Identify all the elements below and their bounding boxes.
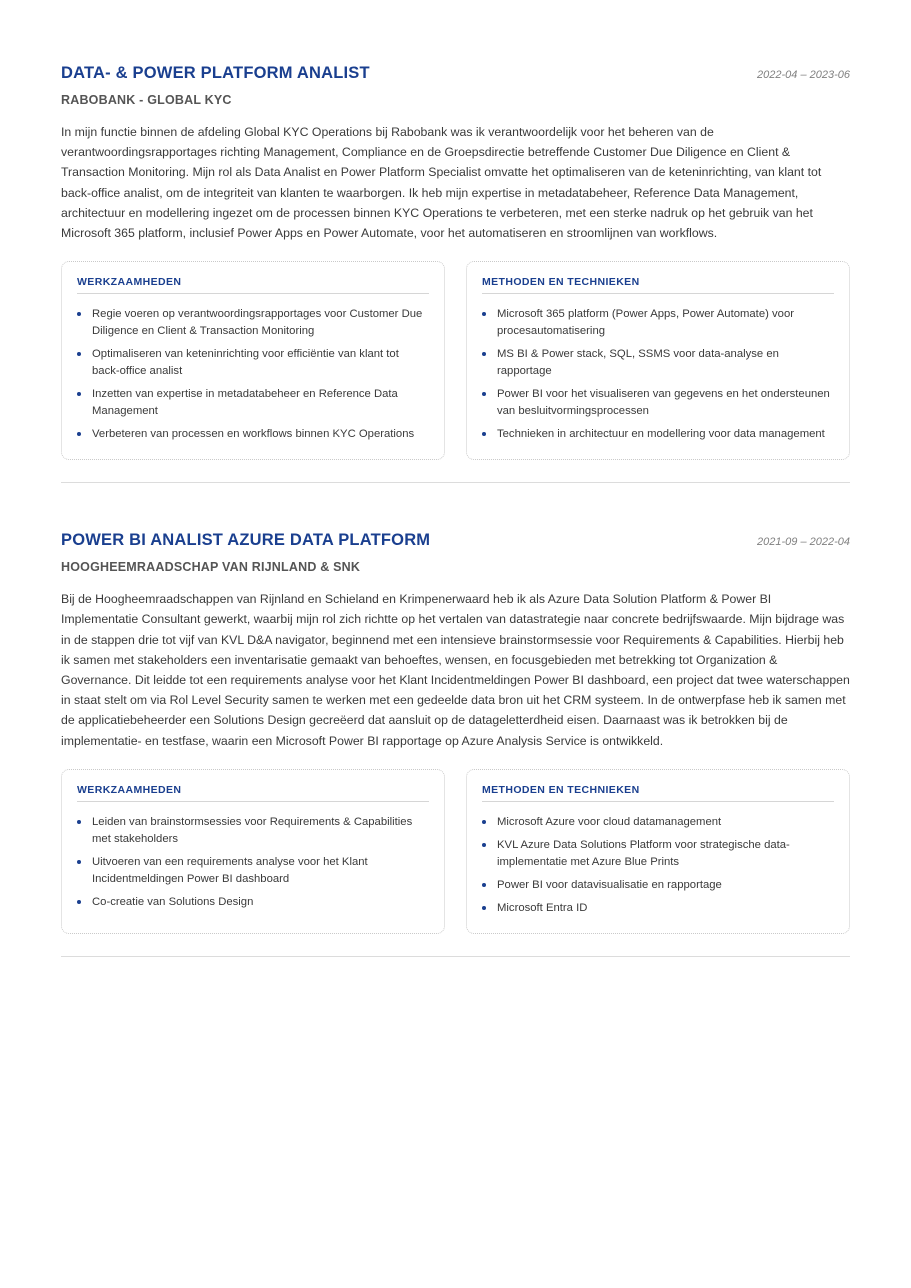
list-item <box>77 306 429 340</box>
job-header <box>61 531 850 550</box>
list-item-text: Power BI voor datavisualisatie en rapportage <box>497 878 722 891</box>
list-item <box>482 386 834 420</box>
list-item-text: Regie voeren op verantwoordingsrapportages voor Customer Due Diligence en Client & Transaction Monitoring <box>92 308 423 338</box>
bullet-icon <box>482 352 486 356</box>
list-item <box>482 426 834 443</box>
section-divider <box>61 956 850 957</box>
methoden-title: METHODEN EN TECHNIEKEN <box>482 276 834 294</box>
bullet-icon <box>77 312 81 316</box>
list-item <box>77 346 429 380</box>
bullet-icon <box>77 820 81 824</box>
job-title: DATA- & POWER PLATFORM ANALIST <box>61 64 370 82</box>
job-title: POWER BI ANALIST AZURE DATA PLATFORM <box>61 531 431 550</box>
list-item-text: Uitvoeren van een requirements analyse voor het Klant Incidentmeldingen Power BI dashboard <box>92 855 368 885</box>
list-item-text: Power BI voor het visualiseren van gegevens en het ondersteunen van besluitvormingsprocessen <box>497 388 830 418</box>
methoden-box <box>466 769 850 934</box>
bullet-icon <box>77 392 81 396</box>
list-item-text: Inzetten van expertise in metadatabeheer en Reference Data Management <box>92 388 398 418</box>
bullet-icon <box>482 906 486 910</box>
bullet-icon <box>482 820 486 824</box>
list-item <box>482 837 834 871</box>
company-name: HOOGHEEMRAADSCHAP VAN RIJNLAND & SNK <box>61 560 361 575</box>
bullet-icon <box>77 860 81 864</box>
list-item <box>77 894 429 911</box>
job-header <box>61 64 850 83</box>
werkzaamheden-box <box>61 261 445 460</box>
list-item <box>77 814 429 848</box>
list-item-text: KVL Azure Data Solutions Platform voor strategische data-implementatie met Azure Blue Prints <box>497 838 790 868</box>
list-item-text: Microsoft Azure voor cloud datamanagement <box>497 815 722 828</box>
bullet-icon <box>482 392 486 396</box>
list-item-text: Co-creatie van Solutions Design <box>92 895 254 908</box>
list-item <box>482 900 834 917</box>
list-item-text: Microsoft 365 platform (Power Apps, Power Automate) voor procesautomatisering <box>497 308 794 338</box>
list-item-text: Technieken in architectuur en modellering voor data management <box>497 428 825 441</box>
werkzaamheden-box <box>61 769 445 934</box>
job-details <box>61 261 850 460</box>
list-item <box>77 426 429 443</box>
job-entry <box>61 0 850 483</box>
job-details <box>61 769 850 934</box>
list-item <box>77 386 429 420</box>
bullet-icon <box>482 883 486 887</box>
methoden-box <box>466 261 850 460</box>
bullet-icon <box>482 432 486 436</box>
bullet-icon <box>482 312 486 316</box>
werkzaamheden-list <box>77 814 429 911</box>
list-item-text: Leiden van brainstormsessies voor Requirements & Capabilities met stakeholders <box>92 815 413 845</box>
job-dates: 2021-09 – 2022-04 <box>757 536 850 549</box>
methoden-list <box>482 306 834 443</box>
bullet-icon <box>77 900 81 904</box>
job-entry <box>61 483 850 957</box>
list-item-text: Microsoft Entra ID <box>497 901 588 914</box>
job-description: In mijn functie binnen de afdeling Global KYC Operations bij Rabobank was ik verantwoordelijk voor het beheren van de verantwoordingsrapportages richting Management, Compliance en de Groepsdirectie betreffende Customer Due Diligence en Client & Transaction Monitoring. Mijn rol als Data Analist en Power Platform Specialist omvatte het optimaliseren van de keteninrichting, van klant tot back-office analist, om de integriteit van klanten te waarborgen. Ik heb mijn expertise in metadatabeheer, Reference Data Management, architectuur en modellering ingezet om de processen binnen KYC Operations te verbeteren, met een sterke nadruk op het gebruik van het Microsoft 365 platform, inclusief Power Apps en Power Automate, voor het automatiseren en stroomlijnen van workflows. <box>61 125 822 241</box>
job-description: Bij de Hoogheemraadschappen van Rijnland en Schieland en Krimpenerwaard heb ik als Azure Data Solution Platform & Power BI Implementatie Consultant gewerkt, waarbij mijn rol zich richtte op het vertalen van datastrategie naar concrete bedrijfswaarde. Mijn bijdrage was in de stappen drie tot vijf van KVL D&A navigator, beginnend met een intensieve brainstormsessie voor Requirements & Capabilities. Hierbij heb ik samen met stakeholders een inventarisatie gemaakt van behoeftes, wensen, en focusgebieden met betrekking tot Organization & Governance. Dit leidde tot een requirements analyse voor het Klant Incidentmeldingen Power BI dashboard, een project dat twee waterschappen in staat stelt om via Rol Level Security samen te werken met een gedeelde data bron uit het CRM systeem. In de ontwerpfase heb ik samen met de applicatiebeheerder een Solutions Design gecreëerd dat aansluit op de datageletterdheid eisen. Daarnaast was ik betrokken bij de implementatie- en testfase, waarin een Microsoft Power BI rapportage op Azure Analysis Service is ontwikkeld. <box>61 592 850 748</box>
list-item-text: MS BI & Power stack, SQL, SSMS voor data-analyse en rapportage <box>497 348 779 378</box>
bullet-icon <box>77 432 81 436</box>
company-name: RABOBANK - GLOBAL KYC <box>61 93 232 107</box>
list-item <box>482 346 834 380</box>
list-item-text: Verbeteren van processen en workflows binnen KYC Operations <box>92 428 415 441</box>
bullet-icon <box>77 352 81 356</box>
methoden-title: METHODEN EN TECHNIEKEN <box>482 784 834 802</box>
werkzaamheden-list <box>77 306 429 443</box>
list-item <box>482 814 834 831</box>
list-item <box>77 854 429 888</box>
list-item-text: Optimaliseren van keteninrichting voor efficiëntie van klant tot back-office analist <box>92 348 399 378</box>
werkzaamheden-title: WERKZAAMHEDEN <box>77 276 429 294</box>
list-item <box>482 306 834 340</box>
methoden-list <box>482 814 834 917</box>
bullet-icon <box>482 843 486 847</box>
list-item <box>482 877 834 894</box>
werkzaamheden-title: WERKZAAMHEDEN <box>77 784 429 802</box>
job-dates: 2022-04 – 2023-06 <box>757 69 850 81</box>
